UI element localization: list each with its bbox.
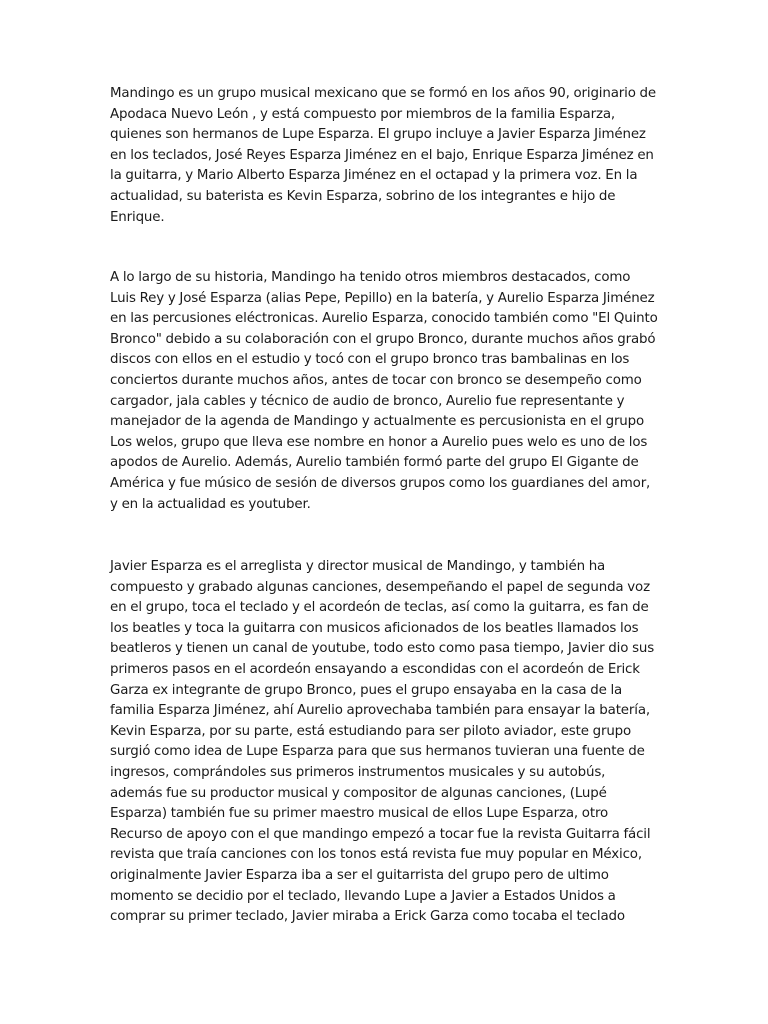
paragraph-2: A lo largo de su historia, Mandingo ha tenido otros miembros destacados, como Luis Rey y José Esparza (alias Pepe, Pepillo) en la batería, y Aurelio Esparza Jiménez en las percusiones eléctronicas. Aurelio Esparza, conocido también como "El Quinto Bronco" debido a su colaboración con el grupo Bronco, durante muchos años grabó discos con ellos en el estudio y tocó con el grupo bronco tras bambalinas en los conciertos durante muchos años, antes de tocar con bronco se desempeño como cargador, jala cables y técnico de audio de bronco, Aurelio fue representante y manejador de la agenda de Mandingo y actualmente es percusionista en el grupo Los welos, grupo que lleva ese nombre en honor a Aurelio pues welo es uno de los apodos de Aurelio. Además, Aurelio también formó parte del grupo El Gigante de América y fue músico de sesión de diversos grupos como los guardianes del amor, y en la actualidad es youtuber. [110, 270, 658, 512]
paragraph-1: Mandingo es un grupo musical mexicano que se formó en los años 90, originario de Apodaca Nuevo León , y está compuesto por miembros de la familia Esparza, quienes son hermanos de Lupe Esparza. El grupo incluye a Javier Esparza Jiménez en los teclados, José Reyes Esparza Jiménez en el bajo, Enrique Esparza Jiménez en la guitarra, y Mario Alberto Esparza Jiménez en el octapad y la primera voz. En la actualidad, su baterista es Kevin Esparza, sobrino de los integrantes e hijo de Enrique. [110, 86, 656, 225]
paragraph-3: Javier Esparza es el arreglista y director musical de Mandingo, y también ha compuesto y grabado algunas canciones, desempeñando el papel de segunda voz en el grupo, toca el teclado y el acordeón de teclas, así como la guitarra, es fan de los beatles y toca la guitarra con musicos aficionados de los beatles llamados los beatleros y tienen un canal de youtube, todo esto como pasa tiempo, Javier dio sus primeros pasos en el acordeón ensayando a escondidas con el acordeón de Erick Garza ex integrante de grupo Bronco, pues el grupo ensayaba en la casa de la familia Esparza Jiménez, ahí Aurelio aprovechaba también para ensayar la batería, Kevin Esparza, por su parte, está estudiando para ser piloto aviador, este grupo surgió como idea de Lupe Esparza para que sus hermanos tuvieran una fuente de ingresos, comprándoles sus primeros instrumentos musicales y su autobús, además fue su productor musical y compositor de algunas canciones, (Lupé Esparza) también fue su primer maestro musical de ellos Lupe Esparza, otro Recurso de apoyo con el que mandingo empezó a tocar fue la revista Guitarra fácil revista que traía canciones con los tonos está revista fue muy popular en México, originalmente Javier Esparza iba a ser el guitarrista del grupo pero de ultimo momento se decidio por el teclado, llevando Lupe a Javier a Estados Unidos a comprar su primer teclado, Javier miraba a Erick Garza como tocaba el teclado [110, 559, 655, 925]
